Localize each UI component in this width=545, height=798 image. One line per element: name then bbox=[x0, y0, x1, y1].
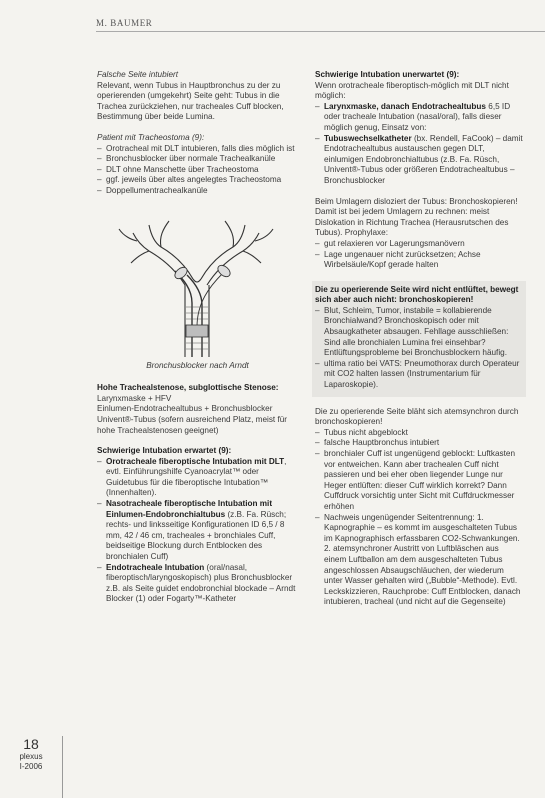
running-head: M. BAUMER bbox=[96, 18, 153, 28]
header-rule bbox=[96, 31, 545, 32]
section-intro: Wenn orotracheale fiberoptisch-möglich mit DLT nicht möglich: bbox=[315, 80, 509, 101]
list-item: – bronchialer Cuff ist ungenügend geblockt: Luftkasten vor entweichen. Kann aber trachealen Cuff nicht passieren und bei eher oben liegender Lunge nur Heger entlüften: dieser Cuff wirklich korrekt? Dann Cuffdruck vorsichtig unter Sicht mit Cuffdruckmesser erhöhen bbox=[315, 449, 523, 513]
text-line: Univent®-Tubus (sofern ausreichend Platz, meist für hohe Trachealstenosen geeignet) bbox=[97, 414, 288, 435]
section-text: Relevant, wenn Tubus in Hauptbronchus zu der zu operierenden (umgekehrt) Seite geht: Tubus in die Trachea zurückziehen, nur tracheales Cuff blocken, Bestimmung über beide Lumina. bbox=[97, 80, 284, 122]
item-bold: Orotracheale fiberoptische Intubation mit DLT bbox=[106, 456, 285, 466]
list-item: – Tubus nicht abgeblockt bbox=[315, 428, 523, 439]
list-item: – Blut, Schleim, Tumor, instabile = kollabierende Bronchialwand? Bronchoskopisch oder mit Absaugkatheter absaugen. Fehllage ausschließen: Sind alle bronchialen Lumina frei einsehbar? Entlüftungsprobleme bei Bronchusblockern häufig. bbox=[315, 306, 523, 359]
right-column bbox=[315, 70, 523, 618]
list-item: – Doppellumentrachealkanüle bbox=[97, 186, 298, 197]
list-item: – Orotracheal mit DLT intubieren, falls dies möglich ist bbox=[97, 144, 298, 155]
item-text: , evtl. Einführungshilfe Cyanoacrylat™ oder Guidetubus für die fiberoptische Intubation™ (Innenhalten). bbox=[106, 456, 287, 498]
list-item: – Lage ungenauer nicht zurücksetzen; Achse Wirbelsäule/Kopf gerade halten bbox=[315, 250, 523, 271]
section-title: Falsche Seite intubiert bbox=[97, 70, 179, 79]
list-item: – falsche Hauptbronchus intubiert bbox=[315, 438, 523, 449]
section-title: Patient mit Tracheostoma (9): bbox=[97, 132, 205, 142]
item-text: 6,5 ID oder tracheale Intubation (nasal/oral), falls dieser möglich genug, Einsatz von: bbox=[324, 101, 511, 132]
bullet-list bbox=[315, 306, 523, 391]
item-bold: Tubuswechselkatheter bbox=[324, 133, 412, 143]
list-item bbox=[97, 563, 298, 605]
highlight-box bbox=[312, 281, 526, 397]
bullet-list bbox=[97, 144, 298, 197]
bullet-list bbox=[315, 239, 523, 271]
text-line: Larynxmaske + HFV bbox=[97, 393, 172, 403]
section-inflates bbox=[315, 407, 523, 608]
figure-caption: Bronchusblocker nach Arndt bbox=[146, 360, 249, 370]
list-item bbox=[315, 134, 523, 187]
section-text: Die zu operierende Seite bläht sich atemsynchron durch bronchoskopieren! bbox=[315, 406, 519, 427]
text-line: Einlumen-Endotrachealtubus + Bronchusblocker bbox=[97, 404, 273, 414]
section-text: Beim Umlagern disloziert der Tubus: Bronchoskopieren! bbox=[315, 196, 518, 206]
section-dislocation bbox=[315, 197, 523, 271]
left-column bbox=[97, 70, 298, 615]
page-number: 18 bbox=[23, 736, 39, 752]
journal-name: plexus bbox=[19, 752, 43, 761]
section-stenosis bbox=[97, 383, 298, 436]
bullet-list bbox=[315, 428, 523, 608]
airway-drawing bbox=[97, 207, 298, 357]
section-difficult-unexpected bbox=[315, 70, 523, 187]
bullet-list bbox=[315, 102, 523, 187]
list-item: – ggf. jeweils über altes angelegtes Tracheostoma bbox=[97, 175, 298, 186]
section-tracheostoma bbox=[97, 133, 298, 197]
section-wrong-side bbox=[97, 70, 298, 123]
bronchus-blocker-illustration bbox=[97, 207, 298, 357]
list-item: – Bronchusblocker über normale Trachealkanüle bbox=[97, 154, 298, 165]
list-item: – Nachweis ungenügender Seitentrennung: 1. Kapnographie – es kommt im ausgeschalteten Tubus im Kapnographisch erfassbaren CO2-Schwankungen. 2. atemsynchroner Austritt von Luftbläschen aus einem Luftballon am dem ausgeschalteten Tubus angeschlossen Absaugschläuchen, der wiederum unter Wasser gehalten wird („Bubble“-Methode). Evtl. Leckskizzieren, Rauchprobe: Cuff Entblocken, danach intubieren, tracheal (und nicht auf die Gegenseite) bbox=[315, 513, 523, 608]
bullet-list bbox=[97, 457, 298, 605]
section-title: Hohe Trachealstenose, subglottische Stenose: bbox=[97, 383, 279, 393]
item-bold: Endotracheale Intubation bbox=[106, 562, 205, 572]
section-title: Die zu operierende Seite wird nicht entlüftet, bewegt sich aber auch nicht: bronchoskopieren! bbox=[315, 284, 519, 305]
item-text: (oral/nasal, fiberoptisch/laryngoskopisch) plus Bronchusblocker z.B. als Seite guidet endobronchial blockade – Arndt Blocker (1) oder Fogarty™-Katheter bbox=[106, 562, 296, 604]
item-text: (z.B. Fa. Rüsch; rechts- und linksseitige Konfigurationen ID 6,5 / 8 mm, 42 / 46 cm, tracheales + bronchiales Cuff, beidseitige Blockung durch Entblocken des bronchialen Cuff) bbox=[106, 509, 287, 562]
page-folio bbox=[0, 736, 62, 772]
item-bold: Larynxmaske, danach Endotrachealtubus bbox=[324, 101, 486, 111]
list-item bbox=[97, 499, 298, 563]
issue-year: I-2006 bbox=[19, 762, 43, 771]
section-title: Schwierige Intubation unerwartet (9): bbox=[315, 70, 460, 79]
list-item: – DLT ohne Manschette über Tracheostoma bbox=[97, 165, 298, 176]
section-difficult-expected bbox=[97, 446, 298, 605]
list-item bbox=[315, 102, 523, 134]
item-text: (bx. Rendell, FaCook) – damit Endotrachealtubus austauschen gegen DLT, einlumigen Endobronchialtubus (z.B. Fa. Rüsch, Univent®-Tubus oder größeren Endotrachealtubus – Bronchusblocker bbox=[324, 133, 523, 185]
section-title: Schwierige Intubation erwartet (9): bbox=[97, 446, 232, 456]
folio-rule bbox=[62, 736, 63, 798]
list-item: – gut relaxieren vor Lagerungsmanövern bbox=[315, 239, 523, 250]
list-item bbox=[97, 457, 298, 499]
section-text: Damit ist bei jedem Umlagern zu rechnen: meist Dislokation in Richtung Trachea (Herausrutschen des Tubus). Prophylaxe: bbox=[315, 207, 509, 238]
list-item: – ultima ratio bei VATS: Pneumothorax durch Operateur mit CO2 halten lassen (Instrumentarium für Laparoskopie). bbox=[315, 359, 523, 391]
item-bold: Nasotracheale fiberoptische Intubation mit Einlumen-Endobronchialtubus bbox=[106, 499, 273, 519]
